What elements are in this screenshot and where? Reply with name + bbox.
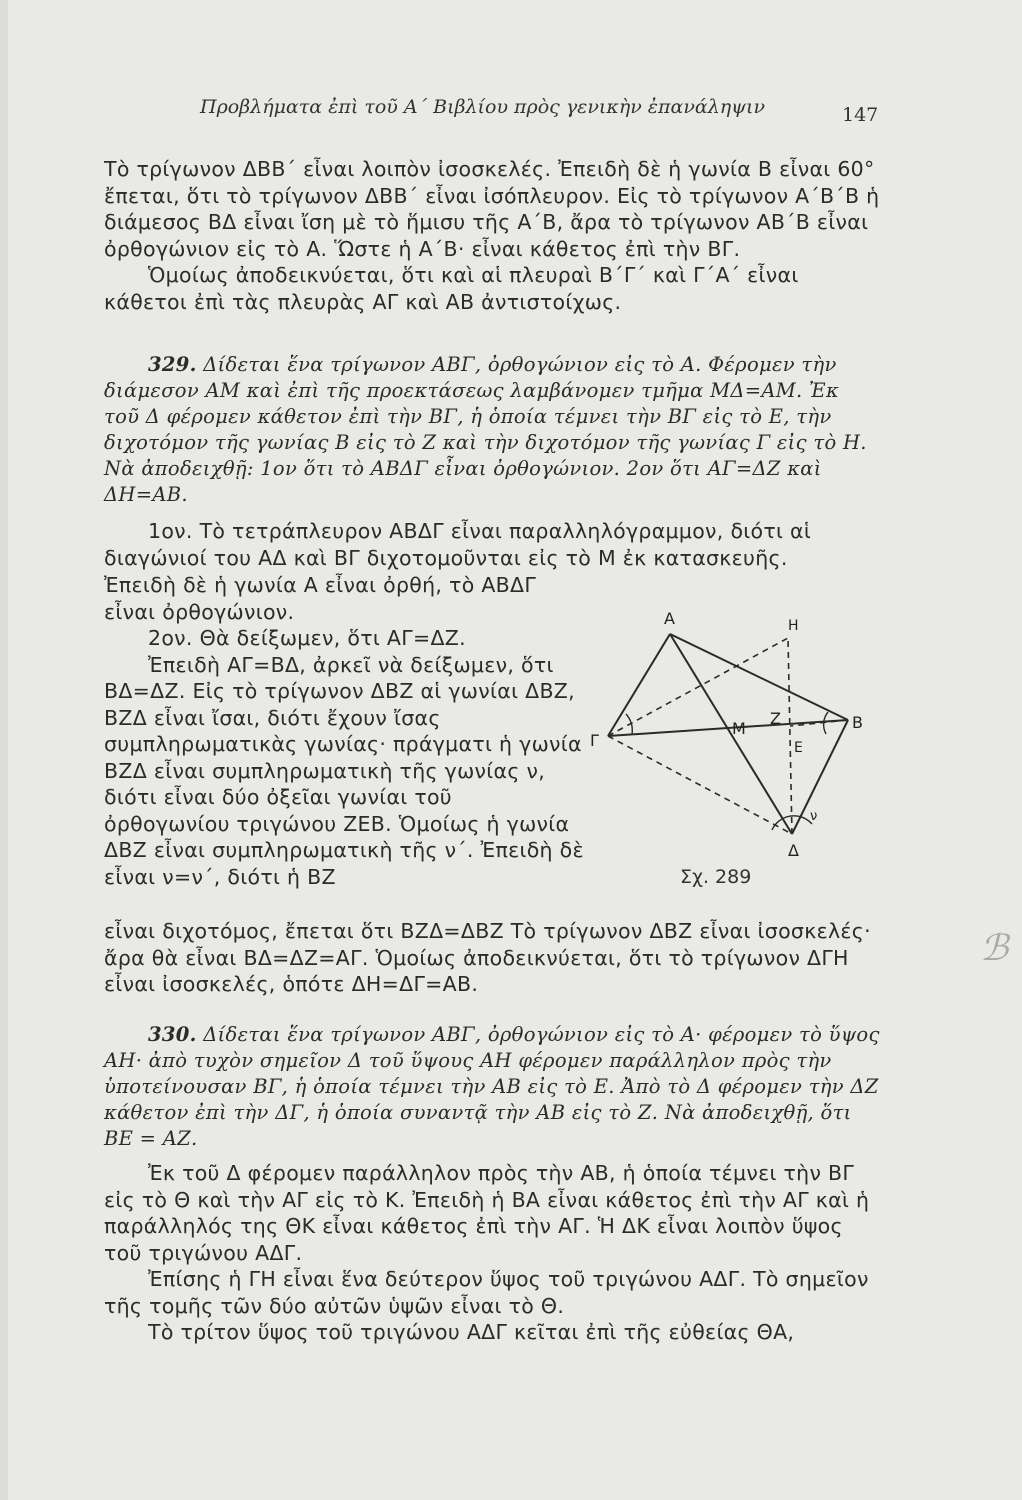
margin-handwritten-mark: ℬ	[980, 928, 1009, 969]
proof-left-column	[104, 572, 584, 890]
label-B: Β	[852, 713, 863, 732]
page-fold-shadow	[0, 0, 8, 1500]
dashed-GD	[608, 736, 792, 834]
problem-330	[104, 1022, 880, 1152]
problem-statement: Δίδεται ἕνα τρίγωνον ΑΒΓ, ὀρθογώνιον εἰς τὸ Α· φέρομεν τὸ ὕψος ΑΗ· ἀπὸ τυχὸν σημεῖον Δ τοῦ ὕψους ΑΗ φέρομεν παράλληλον πρὸς τὴν ὑποτείνουσαν ΒΓ, ἡ ὁποία τέμνει τὴν ΑΒ εἰς τὸ Ε. Ἀπὸ τὸ Δ φέρομεν τὴν ΔΖ κάθετον ἐπὶ τὴν ΔΓ, ἡ ὁποία συναντᾷ τὴν ΑΒ εἰς τὸ Ζ. Νὰ ἀποδειχθῇ, ὅτι ΒΕ = ΑΖ.	[104, 1023, 880, 1150]
problem-number: 330.	[148, 1023, 197, 1046]
label-H: Η	[788, 618, 799, 634]
problem-number: 329.	[148, 353, 197, 376]
proof-part-1	[104, 518, 880, 571]
running-title: Προβλήματα ἐπὶ τοῦ Α΄ Βιβλίου πρὸς γενικὴν ἐπανάληψιν	[200, 96, 766, 118]
paragraph: Ἐκ τοῦ Δ φέρομεν παράλληλον πρὸς τὴν ΑΒ, ἡ ὁποία τέμνει τὴν ΒΓ εἰς τὸ Θ καὶ τὴν ΑΓ εἰς τὸ Κ. Ἐπειδὴ ἡ ΒΑ εἶναι κάθετος ἐπὶ τὴν ΑΓ καὶ ἡ παράλληλός της ΘΚ εἶναι κάθετος ἐπὶ τὴν ΑΓ. Ἡ ΔΚ εἶναι λοιπὸν ὕψος τοῦ τριγώνου ΑΔΓ.	[104, 1161, 870, 1265]
paragraph: Ἐπίσης ἡ ΓΗ εἶναι ἕνα δεύτερον ὕψος τοῦ τριγώνου ΑΔΓ. Τὸ σημεῖον τῆς τομῆς τῶν δύο αὐτῶν ὑψῶν εἶναι τὸ Θ.	[104, 1267, 869, 1318]
paragraph: Τὸ τρίτον ὕψος τοῦ τριγώνου ΑΔΓ κεῖται ἐπὶ τῆς εὐθείας ΘΑ,	[148, 1320, 795, 1344]
label-nu: ν	[810, 809, 818, 824]
paragraph: Ὁμοίως ἀποδεικνύεται, ὅτι καὶ αἱ πλευραὶ Β΄Γ΄ καὶ Γ΄Α΄ εἶναι κάθετοι ἐπὶ τὰς πλευρὰς ΑΓ καὶ ΑΒ ἀντιστοίχως.	[104, 263, 799, 314]
paragraph: 1ον. Τὸ τετράπλευρον ΑΒΔΓ εἶναι παραλληλόγραμμον, διότι αἱ διαγώνιοί του ΑΔ καὶ ΒΓ διχοτομοῦνται εἰς τὸ Μ ἐκ κατασκευῆς.	[104, 519, 812, 570]
dashed-bisector-GH	[608, 638, 788, 736]
problem-statement: Δίδεται ἕνα τρίγωνον ΑΒΓ, ὀρθογώνιον εἰς τὸ Α. Φέρομεν τὴν διάμεσον ΑΜ καὶ ἐπὶ τῆς προεκτάσεως λαμβάνομεν τμῆμα ΜΔ=ΑΜ. Ἐκ τοῦ Δ φέρομεν κάθετον ἐπὶ τὴν ΒΓ, ἡ ὁποία τέμνει τὴν ΒΓ εἰς τὸ Ε, τὴν διχοτόμον τῆς γωνίας Β εἰς τὸ Ζ καὶ τὴν διχοτόμον τῆς γωνίας Γ εἰς τὸ Η. Νὰ ἀποδειχθῇ: 1ον ὅτι τὸ ΑΒΔΓ εἶναι ὀρθογώνιον. 2ον ὅτι ΑΓ=ΔΖ καὶ ΔΗ=ΑΒ.	[104, 353, 867, 506]
label-E: Ε	[794, 740, 803, 756]
paragraph: Ἐπειδὴ δὲ ἡ γωνία Α εἶναι ὀρθή, τὸ ΑΒΔΓ εἶναι ὀρθογώνιον.	[104, 573, 537, 624]
solution-330	[104, 1160, 880, 1346]
figure-caption: Σχ. 289	[680, 866, 752, 888]
paragraph: εἶναι διχοτόμος, ἔπεται ὅτι ΒΖΔ=ΔΒΖ Τὸ τρίγωνον ΔΒΖ εἶναι ἰσοσκελές· ἄρα θὰ εἶναι ΒΔ=ΔΖ=ΑΓ. Ὁμοίως ἀποδεικνύεται, ὅτι τὸ τρίγωνον ΔΓΗ εἶναι ἰσοσκελές, ὁπότε ΔΗ=ΔΓ=ΑΒ.	[104, 919, 871, 996]
side-AG	[608, 634, 670, 736]
label-D: Δ	[788, 841, 799, 860]
dashed-perpendicular-DH	[788, 638, 792, 834]
paragraph: 2ον. Θὰ δείξωμεν, ὅτι ΑΓ=ΔΖ.	[148, 626, 466, 650]
proof-part-2-end	[104, 918, 880, 998]
geometry-figure	[582, 610, 882, 900]
problem-329	[104, 352, 880, 508]
page-number: 147	[842, 104, 879, 126]
text-block-top	[104, 156, 880, 315]
label-G: Γ	[590, 731, 599, 750]
paragraph: Τὸ τρίγωνον ΔΒΒ΄ εἶναι λοιπὸν ἰσοσκελές. Ἐπειδὴ δὲ ἡ γωνία Β εἶναι 60° ἔπεται, ὅτι τὸ τρίγωνον ΔΒΒ΄ εἶναι ἰσόπλευρον. Εἰς τὸ τρίγωνον Α΄Β΄Β ἡ διάμεσος ΒΔ εἶναι ἴση μὲ τὸ ἥμισυ τῆς Α΄Β, ἄρα τὸ τρίγωνον ΑΒ΄Β εἶναι ὀρθογώνιον εἰς τὸ Α. Ὥστε ἡ Α΄Β· εἶναι κάθετος ἐπὶ τὴν ΒΓ.	[104, 157, 880, 261]
paragraph: Ἐπειδὴ ΑΓ=ΒΔ, ἀρκεῖ νὰ δείξωμεν, ὅτι ΒΔ=ΔΖ. Εἰς τὸ τρίγωνον ΔΒΖ αἱ γωνίαι ΔΒΖ, ΒΖΔ εἶναι ἴσαι, διότι ἔχουν ἴσας συμπληρωματικὰς γωνίας· πράγματι ἡ γωνία ΒΖΔ εἶναι συμπληρωματικὴ τῆς γωνίας ν, διότι εἶναι δύο ὀξεῖαι γωνίαι τοῦ ὀρθογωνίου τριγώνου ΖΕΒ. Ὁμοίως ἡ γωνία ΔΒΖ εἶναι συμπληρωματικὴ τῆς ν΄. Ἐπειδὴ δὲ εἶναι ν=ν΄, διότι ἡ ΒΖ	[104, 652, 584, 889]
label-M: Μ	[732, 719, 746, 738]
label-A: Α	[664, 610, 675, 628]
label-Z: Ζ	[770, 709, 781, 728]
